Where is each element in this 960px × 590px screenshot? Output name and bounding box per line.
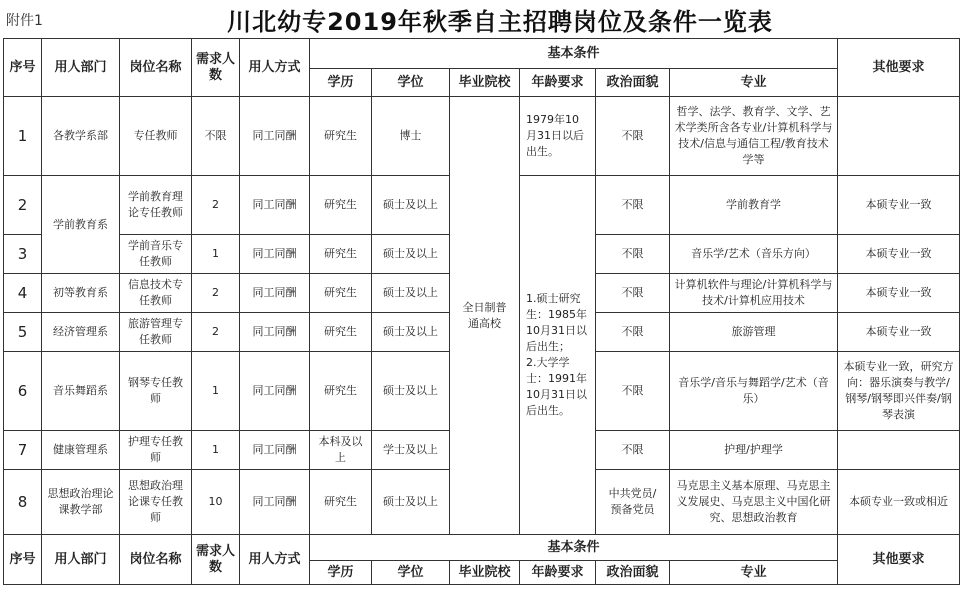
cell-count: 1 [192,352,240,431]
page-title: 川北幼专2019年秋季自主招聘岗位及条件一览表 [227,8,773,36]
cell-major: 护理/护理学 [670,431,838,470]
cell-political: 不限 [596,431,670,470]
cell-seq: 5 [4,313,42,352]
header-school-repeat: 毕业院校 [450,561,520,585]
header-degree: 学位 [372,69,450,97]
cell-education: 研究生 [310,176,372,235]
cell-major: 旅游管理 [670,313,838,352]
header-basic-repeat: 基本条件 [310,535,838,561]
cell-major: 音乐学/艺术（音乐方向） [670,235,838,274]
cell-degree: 博士 [372,97,450,176]
header-row-top [4,39,960,69]
table-row [4,97,960,176]
cell-post: 学前教育理论专任教师 [120,176,192,235]
cell-school-shared: 全日制普通高校 [450,97,520,535]
cell-major: 计算机软件与理论/计算机科学与技术/计算机应用技术 [670,274,838,313]
cell-education: 研究生 [310,235,372,274]
cell-method: 同工同酬 [240,97,310,176]
cell-count: 2 [192,313,240,352]
cell-political: 不限 [596,313,670,352]
cell-post: 旅游管理专任教师 [120,313,192,352]
cell-count: 10 [192,470,240,535]
cell-dept: 各教学系部 [42,97,120,176]
header-major-repeat: 专业 [670,561,838,585]
cell-post: 学前音乐专任教师 [120,235,192,274]
header-other: 其他要求 [838,39,960,97]
cell-seq: 6 [4,352,42,431]
cell-major: 音乐学/音乐与舞蹈学/艺术（音乐） [670,352,838,431]
header-education-repeat: 学历 [310,561,372,585]
cell-political: 不限 [596,97,670,176]
cell-seq: 2 [4,176,42,235]
cell-other: 本硕专业一致 [838,313,960,352]
cell-other [838,431,960,470]
cell-age-shared: 1.硕士研究生：1985年10月31日以后出生； 2.大学学士：1991年10月31日以后出生。 [520,176,596,535]
cell-degree: 硕士及以上 [372,470,450,535]
header-degree-repeat: 学位 [372,561,450,585]
cell-count: 1 [192,235,240,274]
attachment-label: 附件1 [6,13,43,29]
cell-seq: 7 [4,431,42,470]
cell-education: 研究生 [310,352,372,431]
cell-political: 中共党员/预备党员 [596,470,670,535]
cell-method: 同工同酬 [240,176,310,235]
header-count: 需求人数 [192,39,240,97]
cell-seq: 1 [4,97,42,176]
header-basic: 基本条件 [310,39,838,69]
header-post-repeat: 岗位名称 [120,535,192,585]
header-age: 年龄要求 [520,69,596,97]
cell-post: 思想政治理论课专任教师 [120,470,192,535]
cell-political: 不限 [596,235,670,274]
cell-other: 本硕专业一致，研究方向：器乐演奏与教学/钢琴/钢琴即兴伴奏/钢琴表演 [838,352,960,431]
cell-degree: 学士及以上 [372,431,450,470]
header-political: 政治面貌 [596,69,670,97]
cell-education: 本科及以上 [310,431,372,470]
cell-post: 信息技术专任教师 [120,274,192,313]
cell-education: 研究生 [310,313,372,352]
cell-dept: 学前教育系 [42,176,120,274]
header-education: 学历 [310,69,372,97]
cell-other: 本硕专业一致 [838,176,960,235]
header-school: 毕业院校 [450,69,520,97]
cell-dept: 思想政治理论课教学部 [42,470,120,535]
cell-education: 研究生 [310,274,372,313]
cell-post: 专任教师 [120,97,192,176]
cell-count: 2 [192,274,240,313]
cell-degree: 硕士及以上 [372,352,450,431]
cell-other: 本硕专业一致 [838,274,960,313]
cell-other: 本硕专业一致 [838,235,960,274]
cell-degree: 硕士及以上 [372,235,450,274]
header-political-repeat: 政治面貌 [596,561,670,585]
header-other-repeat: 其他要求 [838,535,960,585]
header-count-repeat: 需求人数 [192,535,240,585]
cell-seq: 4 [4,274,42,313]
cell-method: 同工同酬 [240,313,310,352]
cell-count: 2 [192,176,240,235]
cell-seq: 3 [4,235,42,274]
cell-political: 不限 [596,352,670,431]
header-method-repeat: 用人方式 [240,535,310,585]
cell-dept: 音乐舞蹈系 [42,352,120,431]
cell-count: 1 [192,431,240,470]
cell-political: 不限 [596,274,670,313]
header-dept: 用人部门 [42,39,120,97]
cell-method: 同工同酬 [240,352,310,431]
header-seq-repeat: 序号 [4,535,42,585]
cell-method: 同工同酬 [240,431,310,470]
cell-major: 哲学、法学、教育学、文学、艺术学类所含各专业/计算机科学与技术/信息与通信工程/教育技术学等 [670,97,838,176]
cell-age-row1: 1979年10月31日以后出生。 [520,97,596,176]
cell-other: 本硕专业一致或相近 [838,470,960,535]
cell-education: 研究生 [310,470,372,535]
cell-dept: 初等教育系 [42,274,120,313]
header-method: 用人方式 [240,39,310,97]
cell-degree: 硕士及以上 [372,176,450,235]
cell-major: 学前教育学 [670,176,838,235]
recruitment-table [3,38,960,585]
repeat-header-row-top [4,535,960,561]
cell-political: 不限 [596,176,670,235]
header-major: 专业 [670,69,838,97]
header-seq: 序号 [4,39,42,97]
cell-education: 研究生 [310,97,372,176]
cell-method: 同工同酬 [240,235,310,274]
cell-dept: 经济管理系 [42,313,120,352]
cell-seq: 8 [4,470,42,535]
cell-major: 马克思主义基本原理、马克思主义发展史、马克思主义中国化研究、思想政治教育 [670,470,838,535]
cell-degree: 硕士及以上 [372,313,450,352]
cell-other [838,97,960,176]
cell-post: 护理专任教师 [120,431,192,470]
cell-post: 钢琴专任教师 [120,352,192,431]
cell-count: 不限 [192,97,240,176]
header-age-repeat: 年龄要求 [520,561,596,585]
header-dept-repeat: 用人部门 [42,535,120,585]
header-post: 岗位名称 [120,39,192,97]
cell-method: 同工同酬 [240,470,310,535]
cell-degree: 硕士及以上 [372,274,450,313]
cell-method: 同工同酬 [240,274,310,313]
cell-dept: 健康管理系 [42,431,120,470]
